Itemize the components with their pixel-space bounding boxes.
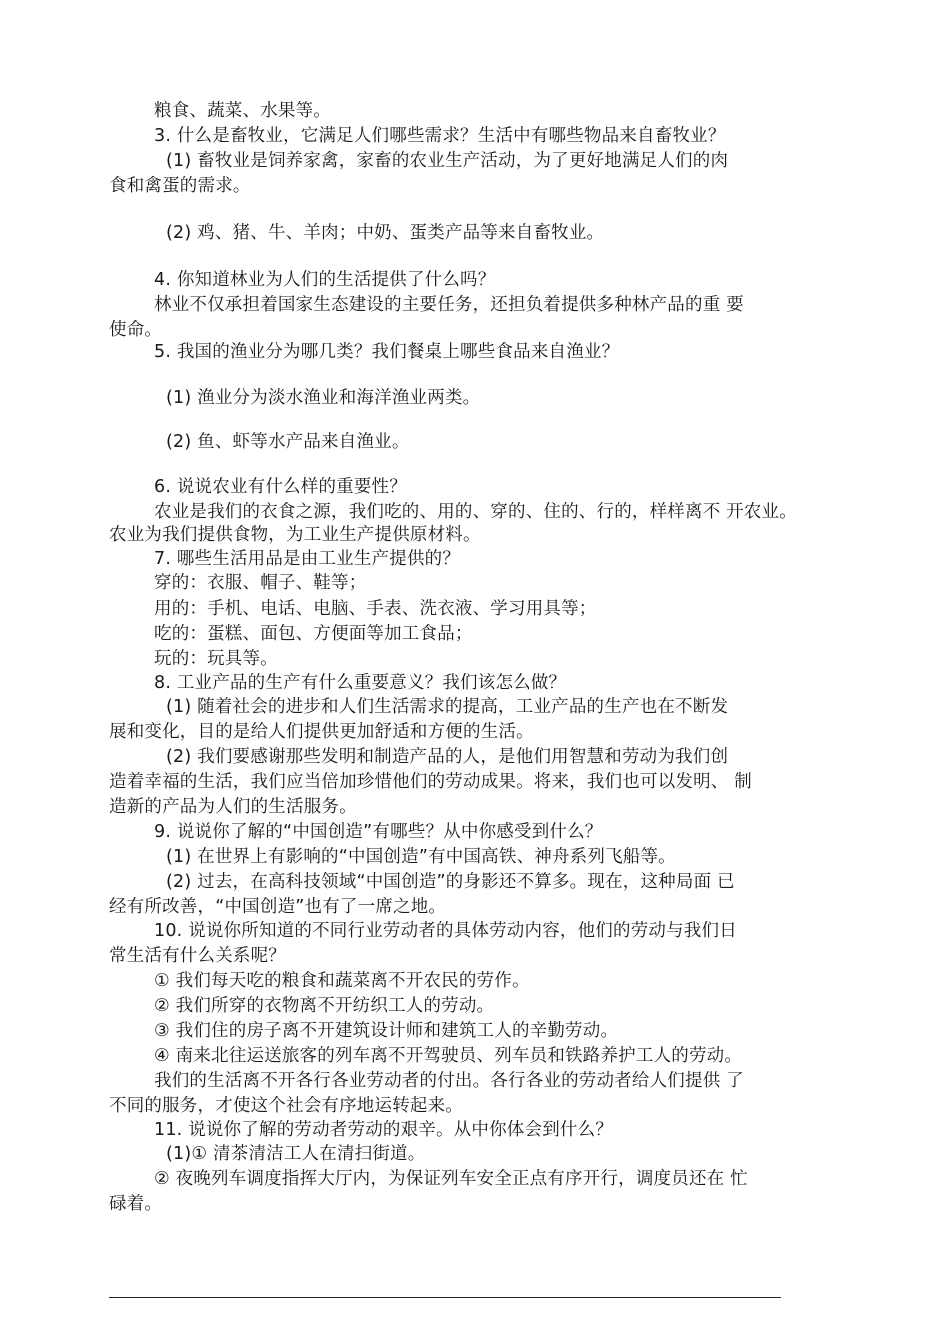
answer-7-eat: 吃的：蛋糕、面包、方便面等加工食品； bbox=[154, 624, 473, 644]
answer-8-2: (2) 我们要感谢那些发明和制造产品的人，是他们用智慧和劳动为我们创 bbox=[166, 747, 729, 767]
question-4: 4. 你知道林业为人们的生活提供了什么吗？ bbox=[154, 270, 496, 290]
answer-10-4: ④ 南来北往运送旅客的列车离不开驾驶员、列车员和铁路养护工人的劳动。 bbox=[154, 1046, 743, 1066]
answer-10-1: ① 我们每天吃的粮食和蔬菜离不开农民的劳作。 bbox=[154, 971, 530, 991]
answer-5-1: (1) 渔业分为淡水渔业和海洋渔业两类。 bbox=[166, 388, 481, 408]
text-line: 粮食、蔬菜、水果等。 bbox=[154, 101, 331, 121]
answer-10-2: ② 我们所穿的衣物离不开纺织工人的劳动。 bbox=[154, 996, 495, 1016]
answer-8-1: (1) 随着社会的进步和人们生活需求的提高，工业产品的生产也在不断发 bbox=[166, 697, 729, 717]
footer-divider bbox=[109, 1297, 781, 1298]
question-8: 8. 工业产品的生产有什么重要意义？我们该怎么做？ bbox=[154, 673, 567, 693]
answer-4: 林业不仅承担着国家生态建设的主要任务，还担负着提供多种林产品的重 要 bbox=[154, 295, 744, 315]
question-7: 7. 哪些生活用品是由工业生产提供的？ bbox=[154, 549, 461, 569]
answer-3-1: (1) 畜牧业是饲养家禽，家畜的农业生产活动，为了更好地满足人们的肉 bbox=[166, 151, 729, 171]
answer-6: 农业是我们的衣食之源，我们吃的、用的、穿的、住的、行的，样样离不 开农业。 bbox=[154, 502, 797, 522]
question-11: 11. 说说你了解的劳动者劳动的艰辛。从中你体会到什么？ bbox=[154, 1120, 613, 1140]
question-10: 10. 说说你所知道的不同行业劳动者的具体劳动内容，他们的劳动与我们日 bbox=[154, 921, 737, 941]
answer-7-use: 用的：手机、电话、电脑、手表、洗衣液、学习用具等； bbox=[154, 599, 597, 619]
text-line: 常生活有什么关系呢？ bbox=[109, 946, 286, 966]
question-6: 6. 说说农业有什么样的重要性？ bbox=[154, 477, 407, 497]
text-line: 经有所改善，“中国创造”也有了一席之地。 bbox=[109, 897, 447, 917]
answer-5-2: (2) 鱼、虾等水产品来自渔业。 bbox=[166, 432, 410, 452]
answer-7-wear: 穿的：衣服、帽子、鞋等； bbox=[154, 573, 367, 593]
question-9: 9. 说说你了解的“中国创造”有哪些？从中你感受到什么？ bbox=[154, 822, 603, 842]
answer-10-3: ③ 我们住的房子离不开建筑设计师和建筑工人的辛勤劳动。 bbox=[154, 1021, 619, 1041]
question-3: 3. 什么是畜牧业，它满足人们哪些需求？生活中有哪些物品来自畜牧业？ bbox=[154, 126, 726, 146]
answer-7-play: 玩的：玩具等。 bbox=[154, 649, 278, 669]
text-line: 展和变化，目的是给人们提供更加舒适和方便的生活。 bbox=[109, 722, 534, 742]
text-line: 食和禽蛋的需求。 bbox=[109, 176, 251, 196]
text-line: 造着幸福的生活，我们应当倍加珍惜他们的劳动成果。将来，我们也可以发明、 制 bbox=[109, 772, 752, 792]
question-5: 5. 我国的渔业分为哪几类？我们餐桌上哪些食品来自渔业？ bbox=[154, 342, 620, 362]
answer-9-2: (2) 过去，在高科技领域“中国创造”的身影还不算多。现在，这种局面 已 bbox=[166, 872, 735, 892]
text-line: 碌着。 bbox=[109, 1194, 163, 1214]
answer-10-summary: 我们的生活离不开各行各业劳动者的付出。各行各业的劳动者给人们提供 了 bbox=[154, 1071, 744, 1091]
answer-11-1: (1)① 清茶清洁工人在清扫街道。 bbox=[166, 1144, 426, 1164]
text-line: 农业为我们提供食物，为工业生产提供原材料。 bbox=[109, 525, 481, 545]
answer-3-2: (2) 鸡、猪、牛、羊肉；中奶、蛋类产品等来自畜牧业。 bbox=[166, 223, 605, 243]
answer-9-1: (1) 在世界上有影响的“中国创造”有中国高铁、神舟系列飞船等。 bbox=[166, 847, 676, 867]
text-line: 不同的服务，才使这个社会有序地运转起来。 bbox=[109, 1096, 463, 1116]
text-line: 使命。 bbox=[109, 320, 163, 340]
text-line: 造新的产品为人们的生活服务。 bbox=[109, 797, 357, 817]
answer-11-2: ② 夜晚列车调度指挥大厅内，为保证列车安全正点有序开行，调度员还在 忙 bbox=[154, 1169, 748, 1189]
